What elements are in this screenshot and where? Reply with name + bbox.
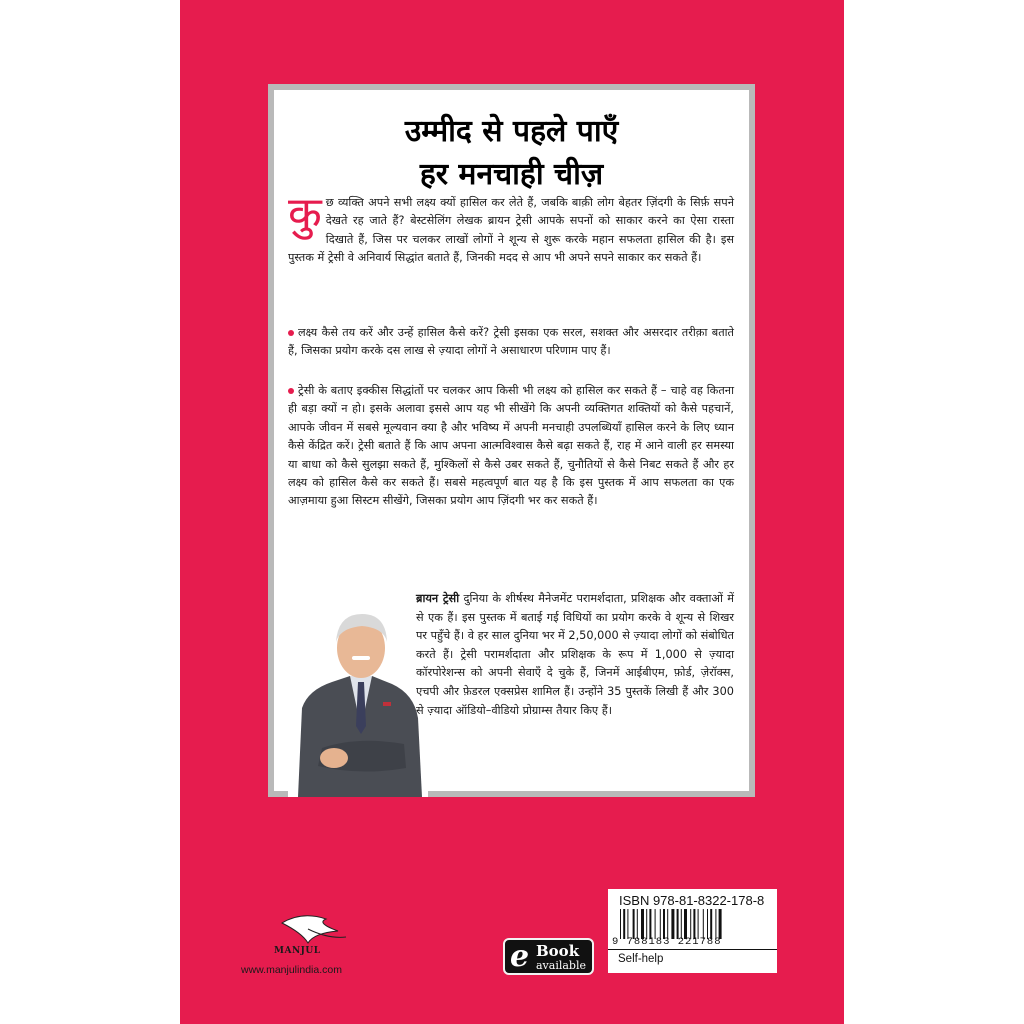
barcode-stripe [646, 909, 647, 939]
barcode-stripe [641, 909, 644, 939]
barcode-stripe [681, 909, 682, 939]
publisher-logo [268, 893, 348, 973]
barcode-box [608, 889, 777, 973]
barcode-stripe [715, 909, 716, 939]
bullet-text: लक्ष्य कैसे तय करें और उन्हें हासिल कैसे करें? ट्रेसी इसका एक सरल, सशक्त और असरदार तरीक़ा बताते हैं, जिसका प्रयोग करके दस लाख से ज़्यादा लोगों ने असाधारण परिणाम पाए हैं। [288, 326, 734, 358]
barcode-stripe [627, 909, 628, 939]
bio-text-block [288, 590, 734, 790]
barcode-stripe [633, 909, 635, 939]
ebook-e: e [510, 939, 530, 974]
divider [608, 949, 777, 950]
drop-cap: कु [288, 188, 322, 239]
intro-paragraph [288, 188, 734, 268]
ebook-badge [503, 938, 594, 975]
barcode-stripe [719, 909, 722, 939]
barcode-stripe [663, 909, 665, 939]
barcode-stripe [710, 909, 712, 939]
bullet-text: ट्रेसी के बताए इक्कीस सिद्धांतों पर चलकर आप किसी भी लक्ष्य को हासिल कर सकते हैं – चाहे वह कितना ही बड़ा क्यों न हो। इसके अलावा इससे आप यह भी सीखेंगे कि अपनी व्यक्तिगत शक्तियों को कैसे पहचानें, आपके जीवन में सबसे मूल्यवान क्या है और भविष्य में अपनी मनचाही उपलब्धियाँ हासिल करने के लिए ध्यान कैसे केंद्रित करें। ट्रेसी बताते हैं कि आप अपना आत्मविश्वास कैसे बढ़ा सकते हैं, राह में आने वाली हर समस्या या बाधा को कैसे सुलझा सकते हैं, मुश्किलों से कैसे उबर सकते हैं, चुनौतियों से कैसे निबट सकते हैं और हर लक्ष्य को हासिल कैसे कर सकते हैं। सबसे महत्वपूर्ण बात यह है कि इस पुस्तक में आप सफलता का एक आज़माया हुआ सिस्टम सीखेंगे, जिसका प्रयोग आप ज़िंदगी भर कर सकते हैं। [288, 384, 734, 508]
ebook-book: Book [536, 942, 580, 960]
barcode-stripe [671, 909, 674, 939]
barcode-stripe [707, 909, 708, 939]
barcode-stripe [623, 909, 625, 939]
barcode-stripe [677, 909, 679, 939]
portrait-spacer [288, 590, 416, 790]
genre-label: Self-help [618, 953, 664, 965]
text-panel [268, 84, 755, 797]
barcode-stripe [690, 909, 691, 939]
intro-text: छ व्यक्ति अपने सभी लक्ष्य क्यों हासिल कर लेते हैं, जबकि बाक़ी लोग बेहतर ज़िंदगी के सिर्फ़ सपने देखते रह जाते हैं? बेस्टसेलिंग लेखक ब्रायन ट्रेसी आपके सपनों को साकार करने का ऐसा रास्ता दिखाते हैं, जिस पर चलकर लाखों लोगों ने शून्य से शुरू करके महान सफलता हासिल की है। इस पुस्तक में ट्रेसी वे अनिवार्य सिद्धांत बताते हैं, जिनकी मदद से आप भी अपने सपने साकार कर सकते हैं। [288, 196, 734, 265]
barcode-bars [620, 909, 768, 939]
barcode-stripe [667, 909, 668, 939]
barcode-stripe [660, 909, 661, 939]
barcode-digits: 9 788183 221788 [612, 936, 722, 948]
barcode-stripe [655, 909, 656, 939]
barcode-stripe [684, 909, 687, 939]
barcode-stripe [698, 909, 699, 939]
barcode-stripe [649, 909, 651, 939]
publisher-website: www.manjulindia.com [241, 964, 342, 976]
barcode-stripe [703, 909, 704, 939]
barcode-stripe [693, 909, 695, 939]
barcode-stripe [637, 909, 638, 939]
bio-text: दुनिया के शीर्षस्थ मैनेजमेंट परामर्शदाता, प्रशिक्षक और वक्ताओं में से एक हैं। इस पुस्तक में बताई गई विधियों का प्रयोग करके वे शून्य से शिखर पर पहुँचे हैं। वे हर साल दुनिया भर में 2,50,000 से ज़्यादा लोगों को संबोधित करते हैं। ट्रेसी परामर्शदाता और प्रशिक्षक के रूप में 1,000 से ज़्यादा कॉरपोरेशन्स को अपनी सेवाएँ दे चुके हैं, जिनमें आईबीएम, फ़ोर्ड, ज़ेरॉक्स, एचपी और फ़ेडरल एक्सप्रेस शामिल हैं। उन्होंने 35 पुस्तकें लिखी हैं और 300 से ज़्यादा ऑडियो–वीडियो प्रोग्राम्स तैयार किए हैं। [416, 592, 735, 717]
ebook-available: available [536, 959, 586, 972]
publisher-name: MANJUL [274, 946, 321, 956]
bullet-point [288, 382, 734, 511]
author-name: ब्रायन ट्रेसी [416, 592, 460, 605]
bullet-point [288, 324, 734, 361]
title-line-2: हर मनचाही चीज़ [419, 157, 604, 192]
isbn-text: ISBN 978-81-8322-178-8 [619, 893, 765, 908]
title-line-1: उम्मीद से पहले पाएँ [404, 114, 619, 149]
bullet-dot-icon [288, 330, 294, 336]
barcode-stripe [620, 909, 621, 939]
bullet-dot-icon [288, 388, 294, 394]
